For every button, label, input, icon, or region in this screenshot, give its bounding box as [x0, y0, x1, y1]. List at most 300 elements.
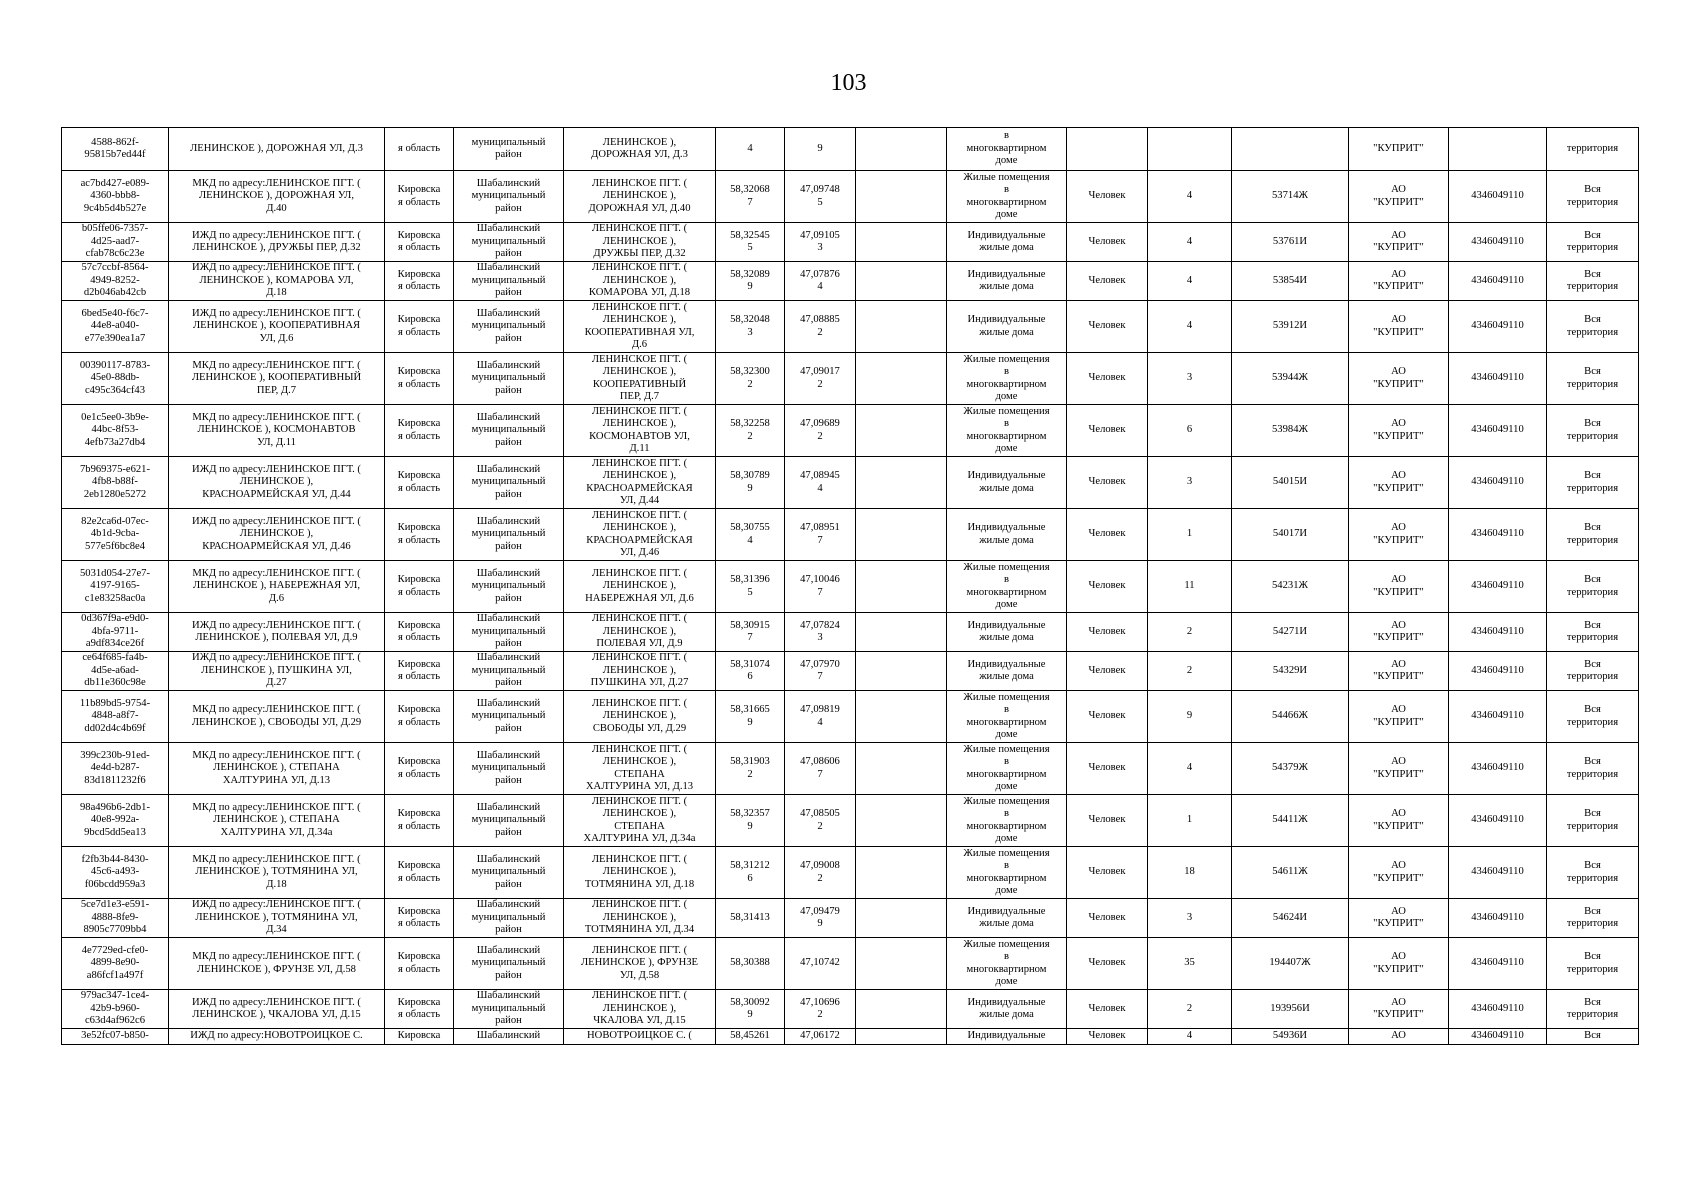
cell-record-id: 7b969375-e621- 4fb8-b88f- 2eb1280e5272 — [62, 457, 169, 509]
cell-region: Кировска я область — [385, 301, 454, 353]
cell-object-address: МКД по адресу:ЛЕНИНСКОЕ ПГТ. ( ЛЕНИНСКОЕ ), ТОТМЯНИНА УЛ, Д.18 — [169, 847, 385, 899]
cell-unit-of-measure: Человек — [1067, 691, 1148, 743]
cell-longitude: 47,08885 2 — [785, 301, 856, 353]
cell-service-zone: Вся — [1547, 1029, 1639, 1045]
cell-latitude: 58,30388 — [716, 938, 785, 990]
cell-unit-of-measure: Человек — [1067, 938, 1148, 990]
cell-object-address: ИЖД по адресу:ЛЕНИНСКОЕ ПГТ. ( ЛЕНИНСКОЕ ), КОМАРОВА УЛ, Д.18 — [169, 262, 385, 301]
cell-longitude: 47,08945 4 — [785, 457, 856, 509]
cell-company-inn: 4346049110 — [1449, 613, 1547, 652]
cell-object-address: ИЖД по адресу:ЛЕНИНСКОЕ ПГТ. ( ЛЕНИНСКОЕ ), ТОТМЯНИНА УЛ, Д.34 — [169, 899, 385, 938]
cell-region: Кировска я область — [385, 938, 454, 990]
cell-unit-of-measure: Человек — [1067, 353, 1148, 405]
cell-extra-field — [856, 128, 947, 171]
cell-operator-company: АО "КУПРИТ" — [1349, 691, 1449, 743]
cell-longitude: 47,09017 2 — [785, 353, 856, 405]
cell-company-inn: 4346049110 — [1449, 509, 1547, 561]
cell-latitude: 58,31396 5 — [716, 561, 785, 613]
cell-locality-address: ЛЕНИНСКОЕ ПГТ. ( ЛЕНИНСКОЕ ), СВОБОДЫ УЛ, Д.29 — [564, 691, 716, 743]
cell-operator-company: АО "КУПРИТ" — [1349, 509, 1449, 561]
cell-account-number: 53854И — [1232, 262, 1349, 301]
cell-latitude: 58,30789 9 — [716, 457, 785, 509]
cell-district: Шабалинский муниципальный район — [454, 457, 564, 509]
table-row — [62, 795, 1639, 847]
cell-object-address: ИЖД по адресу:ЛЕНИНСКОЕ ПГТ. ( ЛЕНИНСКОЕ ), ДРУЖБЫ ПЕР, Д.32 — [169, 223, 385, 262]
cell-district: Шабалинский муниципальный район — [454, 301, 564, 353]
cell-company-inn: 4346049110 — [1449, 457, 1547, 509]
cell-latitude: 58,45261 — [716, 1029, 785, 1045]
cell-extra-field — [856, 691, 947, 743]
cell-region: Кировска я область — [385, 353, 454, 405]
cell-residents-count: 2 — [1148, 652, 1232, 691]
cell-locality-address: НОВОТРОИЦКОЕ С. ( — [564, 1029, 716, 1045]
cell-building-type: Индивидуальные жилые дома — [947, 509, 1067, 561]
cell-locality-address: ЛЕНИНСКОЕ ПГТ. ( ЛЕНИНСКОЕ ), НАБЕРЕЖНАЯ УЛ, Д.6 — [564, 561, 716, 613]
cell-building-type: Жилые помещения в многоквартирном доме — [947, 795, 1067, 847]
cell-record-id: 98a496b6-2db1- 40e8-992a- 9bcd5dd5ea13 — [62, 795, 169, 847]
cell-company-inn: 4346049110 — [1449, 938, 1547, 990]
cell-extra-field — [856, 795, 947, 847]
cell-extra-field — [856, 301, 947, 353]
cell-account-number: 193956И — [1232, 990, 1349, 1029]
cell-object-address: ИЖД по адресу:ЛЕНИНСКОЕ ПГТ. ( ЛЕНИНСКОЕ ), ЧКАЛОВА УЛ, Д.15 — [169, 990, 385, 1029]
cell-record-id: ce64f685-fa4b- 4d5e-a6ad- db11e360c98e — [62, 652, 169, 691]
cell-extra-field — [856, 405, 947, 457]
cell-district: Шабалинский муниципальный район — [454, 613, 564, 652]
cell-account-number: 54411Ж — [1232, 795, 1349, 847]
table-row — [62, 899, 1639, 938]
cell-account-number: 54379Ж — [1232, 743, 1349, 795]
cell-locality-address: ЛЕНИНСКОЕ ПГТ. ( ЛЕНИНСКОЕ ), ДОРОЖНАЯ УЛ, Д.40 — [564, 171, 716, 223]
cell-district: Шабалинский муниципальный район — [454, 509, 564, 561]
cell-district: Шабалинский муниципальный район — [454, 223, 564, 262]
cell-residents-count: 11 — [1148, 561, 1232, 613]
cell-operator-company: "КУПРИТ" — [1349, 128, 1449, 171]
cell-object-address: МКД по адресу:ЛЕНИНСКОЕ ПГТ. ( ЛЕНИНСКОЕ ), СТЕПАНА ХАЛТУРИНА УЛ, Д.13 — [169, 743, 385, 795]
cell-locality-address: ЛЕНИНСКОЕ ПГТ. ( ЛЕНИНСКОЕ ), КООПЕРАТИВНАЯ УЛ, Д.6 — [564, 301, 716, 353]
table-row — [62, 652, 1639, 691]
cell-account-number: 54015И — [1232, 457, 1349, 509]
cell-service-zone: Вся территория — [1547, 847, 1639, 899]
cell-residents-count: 4 — [1148, 171, 1232, 223]
cell-extra-field — [856, 938, 947, 990]
cell-latitude: 58,31903 2 — [716, 743, 785, 795]
cell-account-number: 54231Ж — [1232, 561, 1349, 613]
cell-residents-count: 1 — [1148, 795, 1232, 847]
cell-account-number: 53714Ж — [1232, 171, 1349, 223]
cell-extra-field — [856, 353, 947, 405]
cell-service-zone: Вся территория — [1547, 353, 1639, 405]
cell-region: Кировска я область — [385, 847, 454, 899]
cell-region: Кировска я область — [385, 652, 454, 691]
cell-record-id: 3e52fc07-b850- — [62, 1029, 169, 1045]
cell-longitude: 47,10046 7 — [785, 561, 856, 613]
cell-operator-company: АО "КУПРИТ" — [1349, 171, 1449, 223]
cell-account-number: 54271И — [1232, 613, 1349, 652]
cell-extra-field — [856, 457, 947, 509]
cell-service-zone: Вся территория — [1547, 613, 1639, 652]
cell-object-address: ИЖД по адресу:ЛЕНИНСКОЕ ПГТ. ( ЛЕНИНСКОЕ ), КООПЕРАТИВНАЯ УЛ, Д.6 — [169, 301, 385, 353]
cell-building-type: Индивидуальные жилые дома — [947, 652, 1067, 691]
cell-company-inn: 4346049110 — [1449, 652, 1547, 691]
cell-latitude: 58,31212 6 — [716, 847, 785, 899]
cell-operator-company: АО "КУПРИТ" — [1349, 652, 1449, 691]
cell-company-inn: 4346049110 — [1449, 1029, 1547, 1045]
cell-unit-of-measure: Человек — [1067, 613, 1148, 652]
cell-object-address: МКД по адресу:ЛЕНИНСКОЕ ПГТ. ( ЛЕНИНСКОЕ ), ФРУНЗЕ УЛ, Д.58 — [169, 938, 385, 990]
cell-unit-of-measure — [1067, 128, 1148, 171]
cell-longitude: 47,09479 9 — [785, 899, 856, 938]
cell-company-inn: 4346049110 — [1449, 301, 1547, 353]
cell-district: Шабалинский муниципальный район — [454, 353, 564, 405]
cell-locality-address: ЛЕНИНСКОЕ ПГТ. ( ЛЕНИНСКОЕ ), ПУШКИНА УЛ, Д.27 — [564, 652, 716, 691]
cell-residents-count: 3 — [1148, 457, 1232, 509]
cell-unit-of-measure: Человек — [1067, 405, 1148, 457]
cell-district: Шабалинский муниципальный район — [454, 691, 564, 743]
cell-account-number: 54329И — [1232, 652, 1349, 691]
cell-building-type: Жилые помещения в многоквартирном доме — [947, 847, 1067, 899]
cell-service-zone: территория — [1547, 128, 1639, 171]
cell-longitude: 47,08951 7 — [785, 509, 856, 561]
cell-longitude: 47,08606 7 — [785, 743, 856, 795]
cell-record-id: 5ce7d1e3-e591- 4888-8fe9- 8905c7709bb4 — [62, 899, 169, 938]
cell-record-id: b05ffe06-7357- 4d25-aad7- cfab78c6c23e — [62, 223, 169, 262]
cell-district: Шабалинский муниципальный район — [454, 743, 564, 795]
cell-latitude: 58,32258 2 — [716, 405, 785, 457]
cell-longitude: 47,09105 3 — [785, 223, 856, 262]
cell-account-number: 54936И — [1232, 1029, 1349, 1045]
cell-region: я область — [385, 128, 454, 171]
cell-company-inn: 4346049110 — [1449, 847, 1547, 899]
table-row — [62, 938, 1639, 990]
cell-account-number: 53761И — [1232, 223, 1349, 262]
cell-latitude: 58,32300 2 — [716, 353, 785, 405]
cell-object-address: МКД по адресу:ЛЕНИНСКОЕ ПГТ. ( ЛЕНИНСКОЕ ), СВОБОДЫ УЛ, Д.29 — [169, 691, 385, 743]
cell-residents-count — [1148, 128, 1232, 171]
table-row — [62, 457, 1639, 509]
cell-operator-company: АО "КУПРИТ" — [1349, 405, 1449, 457]
cell-operator-company: АО "КУПРИТ" — [1349, 561, 1449, 613]
cell-object-address: МКД по адресу:ЛЕНИНСКОЕ ПГТ. ( ЛЕНИНСКОЕ ), ДОРОЖНАЯ УЛ, Д.40 — [169, 171, 385, 223]
cell-unit-of-measure: Человек — [1067, 795, 1148, 847]
cell-extra-field — [856, 223, 947, 262]
cell-district: муниципальный район — [454, 128, 564, 171]
cell-district: Шабалинский муниципальный район — [454, 795, 564, 847]
cell-building-type: Жилые помещения в многоквартирном доме — [947, 743, 1067, 795]
cell-longitude: 47,07970 7 — [785, 652, 856, 691]
cell-service-zone: Вся территория — [1547, 171, 1639, 223]
cell-residents-count: 18 — [1148, 847, 1232, 899]
cell-unit-of-measure: Человек — [1067, 457, 1148, 509]
cell-region: Кировска я область — [385, 171, 454, 223]
cell-locality-address: ЛЕНИНСКОЕ ПГТ. ( ЛЕНИНСКОЕ ), ТОТМЯНИНА УЛ, Д.18 — [564, 847, 716, 899]
table-row — [62, 171, 1639, 223]
cell-building-type: Индивидуальные жилые дома — [947, 990, 1067, 1029]
cell-region: Кировска я область — [385, 457, 454, 509]
cell-unit-of-measure: Человек — [1067, 847, 1148, 899]
cell-object-address: ИЖД по адресу:НОВОТРОИЦКОЕ С. — [169, 1029, 385, 1045]
cell-record-id: 0e1c5ee0-3b9e- 44bc-8f53- 4efb73a27db4 — [62, 405, 169, 457]
cell-locality-address: ЛЕНИНСКОЕ ПГТ. ( ЛЕНИНСКОЕ ), КРАСНОАРМЕЙСКАЯ УЛ, Д.46 — [564, 509, 716, 561]
cell-object-address: МКД по адресу:ЛЕНИНСКОЕ ПГТ. ( ЛЕНИНСКОЕ ), КООПЕРАТИВНЫЙ ПЕР, Д.7 — [169, 353, 385, 405]
cell-residents-count: 2 — [1148, 990, 1232, 1029]
cell-locality-address: ЛЕНИНСКОЕ ПГТ. ( ЛЕНИНСКОЕ ), СТЕПАНА ХАЛТУРИНА УЛ, Д.13 — [564, 743, 716, 795]
cell-region: Кировска я область — [385, 613, 454, 652]
cell-building-type: в многоквартирном доме — [947, 128, 1067, 171]
table-row — [62, 128, 1639, 171]
cell-locality-address: ЛЕНИНСКОЕ ), ДОРОЖНАЯ УЛ, Д.3 — [564, 128, 716, 171]
cell-company-inn: 4346049110 — [1449, 795, 1547, 847]
cell-region: Кировска — [385, 1029, 454, 1045]
cell-residents-count: 4 — [1148, 223, 1232, 262]
cell-unit-of-measure: Человек — [1067, 262, 1148, 301]
cell-latitude: 58,32357 9 — [716, 795, 785, 847]
cell-longitude: 9 — [785, 128, 856, 171]
cell-building-type: Индивидуальные жилые дома — [947, 262, 1067, 301]
cell-account-number: 54466Ж — [1232, 691, 1349, 743]
cell-region: Кировска я область — [385, 990, 454, 1029]
cell-company-inn: 4346049110 — [1449, 743, 1547, 795]
cell-building-type: Жилые помещения в многоквартирном доме — [947, 405, 1067, 457]
cell-unit-of-measure: Человек — [1067, 509, 1148, 561]
cell-region: Кировска я область — [385, 561, 454, 613]
cell-building-type: Индивидуальные жилые дома — [947, 301, 1067, 353]
cell-service-zone: Вся территория — [1547, 743, 1639, 795]
table-row — [62, 561, 1639, 613]
cell-unit-of-measure: Человек — [1067, 652, 1148, 691]
cell-object-address: МКД по адресу:ЛЕНИНСКОЕ ПГТ. ( ЛЕНИНСКОЕ ), СТЕПАНА ХАЛТУРИНА УЛ, Д.34а — [169, 795, 385, 847]
cell-operator-company: АО "КУПРИТ" — [1349, 847, 1449, 899]
cell-district: Шабалинский муниципальный район — [454, 652, 564, 691]
cell-residents-count: 3 — [1148, 899, 1232, 938]
table-row — [62, 353, 1639, 405]
cell-account-number: 54624И — [1232, 899, 1349, 938]
cell-unit-of-measure: Человек — [1067, 990, 1148, 1029]
cell-unit-of-measure: Человек — [1067, 899, 1148, 938]
cell-service-zone: Вся территория — [1547, 301, 1639, 353]
cell-record-id: 11b89bd5-9754- 4848-a8f7- dd02d4c4b69f — [62, 691, 169, 743]
table-row — [62, 1029, 1639, 1045]
cell-region: Кировска я область — [385, 509, 454, 561]
cell-record-id: f2fb3b44-8430- 45c6-a493- f06bcdd959a3 — [62, 847, 169, 899]
cell-district: Шабалинский муниципальный район — [454, 990, 564, 1029]
cell-service-zone: Вся территория — [1547, 938, 1639, 990]
cell-extra-field — [856, 899, 947, 938]
cell-company-inn: 4346049110 — [1449, 353, 1547, 405]
cell-extra-field — [856, 990, 947, 1029]
cell-building-type: Жилые помещения в многоквартирном доме — [947, 561, 1067, 613]
cell-residents-count: 4 — [1148, 262, 1232, 301]
cell-record-id: 82e2ca6d-07ec- 4b1d-9cba- 577e5f6bc8e4 — [62, 509, 169, 561]
cell-residents-count: 4 — [1148, 1029, 1232, 1045]
cell-building-type: Жилые помещения в многоквартирном доме — [947, 691, 1067, 743]
cell-company-inn — [1449, 128, 1547, 171]
cell-locality-address: ЛЕНИНСКОЕ ПГТ. ( ЛЕНИНСКОЕ ), КОМАРОВА УЛ, Д.18 — [564, 262, 716, 301]
cell-account-number: 53912И — [1232, 301, 1349, 353]
cell-unit-of-measure: Человек — [1067, 743, 1148, 795]
cell-record-id: 5031d054-27e7- 4197-9165- c1e83258ac0a — [62, 561, 169, 613]
cell-company-inn: 4346049110 — [1449, 171, 1547, 223]
cell-operator-company: АО "КУПРИТ" — [1349, 262, 1449, 301]
cell-locality-address: ЛЕНИНСКОЕ ПГТ. ( ЛЕНИНСКОЕ ), КРАСНОАРМЕЙСКАЯ УЛ, Д.44 — [564, 457, 716, 509]
cell-service-zone: Вся территория — [1547, 262, 1639, 301]
cell-operator-company: АО "КУПРИТ" — [1349, 223, 1449, 262]
cell-unit-of-measure: Человек — [1067, 1029, 1148, 1045]
cell-record-id: 00390117-8783- 45e0-88db- c495c364cf43 — [62, 353, 169, 405]
cell-company-inn: 4346049110 — [1449, 691, 1547, 743]
page-number: 103 — [830, 70, 867, 96]
cell-region: Кировска я область — [385, 223, 454, 262]
cell-residents-count: 1 — [1148, 509, 1232, 561]
cell-company-inn: 4346049110 — [1449, 990, 1547, 1029]
cell-service-zone: Вся территория — [1547, 509, 1639, 561]
table-row — [62, 613, 1639, 652]
cell-object-address: МКД по адресу:ЛЕНИНСКОЕ ПГТ. ( ЛЕНИНСКОЕ ), КОСМОНАВТОВ УЛ, Д.11 — [169, 405, 385, 457]
cell-extra-field — [856, 613, 947, 652]
cell-record-id: 4588-862f- 95815b7ed44f — [62, 128, 169, 171]
cell-locality-address: ЛЕНИНСКОЕ ПГТ. ( ЛЕНИНСКОЕ ), ЧКАЛОВА УЛ, Д.15 — [564, 990, 716, 1029]
cell-building-type: Индивидуальные жилые дома — [947, 899, 1067, 938]
cell-service-zone: Вся территория — [1547, 652, 1639, 691]
cell-account-number: 194407Ж — [1232, 938, 1349, 990]
cell-extra-field — [856, 171, 947, 223]
cell-longitude: 47,09748 5 — [785, 171, 856, 223]
cell-record-id: 4e7729ed-cfe0- 4899-8e90- a86fcf1a497f — [62, 938, 169, 990]
cell-extra-field — [856, 847, 947, 899]
cell-building-type: Жилые помещения в многоквартирном доме — [947, 171, 1067, 223]
cell-residents-count: 3 — [1148, 353, 1232, 405]
cell-record-id: 6bed5e40-f6c7- 44e8-a040- e77e390ea1a7 — [62, 301, 169, 353]
cell-record-id: 0d367f9a-e9d0- 4bfa-9711- a9df834ce26f — [62, 613, 169, 652]
cell-district: Шабалинский муниципальный район — [454, 938, 564, 990]
table-row — [62, 405, 1639, 457]
cell-service-zone: Вся территория — [1547, 223, 1639, 262]
cell-object-address: ИЖД по адресу:ЛЕНИНСКОЕ ПГТ. ( ЛЕНИНСКОЕ ), КРАСНОАРМЕЙСКАЯ УЛ, Д.46 — [169, 509, 385, 561]
cell-object-address: ЛЕНИНСКОЕ ), ДОРОЖНАЯ УЛ, Д.3 — [169, 128, 385, 171]
table-row — [62, 990, 1639, 1029]
cell-latitude: 58,32048 3 — [716, 301, 785, 353]
cell-account-number: 53984Ж — [1232, 405, 1349, 457]
cell-longitude: 47,08505 2 — [785, 795, 856, 847]
cell-account-number: 54611Ж — [1232, 847, 1349, 899]
cell-residents-count: 35 — [1148, 938, 1232, 990]
cell-longitude: 47,09819 4 — [785, 691, 856, 743]
cell-company-inn: 4346049110 — [1449, 223, 1547, 262]
cell-unit-of-measure: Человек — [1067, 223, 1148, 262]
cell-district: Шабалинский муниципальный район — [454, 847, 564, 899]
cell-region: Кировска я область — [385, 691, 454, 743]
table-row — [62, 847, 1639, 899]
cell-record-id: 57c7ccbf-8564- 4949-8252- d2b046ab42cb — [62, 262, 169, 301]
cell-extra-field — [856, 262, 947, 301]
cell-latitude: 58,32068 7 — [716, 171, 785, 223]
cell-operator-company: АО "КУПРИТ" — [1349, 938, 1449, 990]
cell-object-address: ИЖД по адресу:ЛЕНИНСКОЕ ПГТ. ( ЛЕНИНСКОЕ ), ПОЛЕВАЯ УЛ, Д.9 — [169, 613, 385, 652]
cell-account-number: 54017И — [1232, 509, 1349, 561]
cell-operator-company: АО "КУПРИТ" — [1349, 743, 1449, 795]
cell-service-zone: Вся территория — [1547, 691, 1639, 743]
cell-operator-company: АО "КУПРИТ" — [1349, 353, 1449, 405]
table-row — [62, 301, 1639, 353]
cell-unit-of-measure: Человек — [1067, 171, 1148, 223]
cell-company-inn: 4346049110 — [1449, 899, 1547, 938]
cell-region: Кировска я область — [385, 743, 454, 795]
cell-longitude: 47,07824 3 — [785, 613, 856, 652]
cell-longitude: 47,10696 2 — [785, 990, 856, 1029]
table-row — [62, 743, 1639, 795]
cell-locality-address: ЛЕНИНСКОЕ ПГТ. ( ЛЕНИНСКОЕ ), ТОТМЯНИНА УЛ, Д.34 — [564, 899, 716, 938]
cell-longitude: 47,09008 2 — [785, 847, 856, 899]
cell-locality-address: ЛЕНИНСКОЕ ПГТ. ( ЛЕНИНСКОЕ ), ПОЛЕВАЯ УЛ, Д.9 — [564, 613, 716, 652]
cell-district: Шабалинский — [454, 1029, 564, 1045]
cell-locality-address: ЛЕНИНСКОЕ ПГТ. ( ЛЕНИНСКОЕ ), КООПЕРАТИВНЫЙ ПЕР, Д.7 — [564, 353, 716, 405]
cell-company-inn: 4346049110 — [1449, 405, 1547, 457]
cell-extra-field — [856, 509, 947, 561]
cell-extra-field — [856, 743, 947, 795]
cell-object-address: МКД по адресу:ЛЕНИНСКОЕ ПГТ. ( ЛЕНИНСКОЕ ), НАБЕРЕЖНАЯ УЛ, Д.6 — [169, 561, 385, 613]
cell-residents-count: 4 — [1148, 301, 1232, 353]
cell-residents-count: 6 — [1148, 405, 1232, 457]
cell-longitude: 47,07876 4 — [785, 262, 856, 301]
cell-locality-address: ЛЕНИНСКОЕ ПГТ. ( ЛЕНИНСКОЕ ), ФРУНЗЕ УЛ, Д.58 — [564, 938, 716, 990]
cell-extra-field — [856, 652, 947, 691]
cell-longitude: 47,10742 — [785, 938, 856, 990]
cell-latitude: 58,30755 4 — [716, 509, 785, 561]
cell-unit-of-measure: Человек — [1067, 561, 1148, 613]
table-row — [62, 262, 1639, 301]
cell-region: Кировска я область — [385, 262, 454, 301]
cell-residents-count: 4 — [1148, 743, 1232, 795]
cell-service-zone: Вся территория — [1547, 795, 1639, 847]
cell-residents-count: 2 — [1148, 613, 1232, 652]
cell-locality-address: ЛЕНИНСКОЕ ПГТ. ( ЛЕНИНСКОЕ ), КОСМОНАВТОВ УЛ, Д.11 — [564, 405, 716, 457]
cell-longitude: 47,06172 — [785, 1029, 856, 1045]
cell-object-address: ИЖД по адресу:ЛЕНИНСКОЕ ПГТ. ( ЛЕНИНСКОЕ ), КРАСНОАРМЕЙСКАЯ УЛ, Д.44 — [169, 457, 385, 509]
cell-service-zone: Вся территория — [1547, 405, 1639, 457]
cell-record-id: ac7bd427-e089- 4360-bbb8- 9c4b5d4b527e — [62, 171, 169, 223]
cell-company-inn: 4346049110 — [1449, 262, 1547, 301]
cell-record-id: 979ac347-1ce4- 42b9-b960- c63d4af962c6 — [62, 990, 169, 1029]
cell-building-type: Индивидуальные жилые дома — [947, 223, 1067, 262]
cell-operator-company: АО "КУПРИТ" — [1349, 795, 1449, 847]
cell-building-type: Индивидуальные — [947, 1029, 1067, 1045]
cell-region: Кировска я область — [385, 899, 454, 938]
cell-residents-count: 9 — [1148, 691, 1232, 743]
cell-building-type: Индивидуальные жилые дома — [947, 613, 1067, 652]
cell-operator-company: АО — [1349, 1029, 1449, 1045]
cell-service-zone: Вся территория — [1547, 561, 1639, 613]
cell-latitude: 58,31074 6 — [716, 652, 785, 691]
table-row — [62, 223, 1639, 262]
cell-region: Кировска я область — [385, 795, 454, 847]
register-table — [61, 127, 1639, 1045]
cell-object-address: ИЖД по адресу:ЛЕНИНСКОЕ ПГТ. ( ЛЕНИНСКОЕ ), ПУШКИНА УЛ, Д.27 — [169, 652, 385, 691]
cell-district: Шабалинский муниципальный район — [454, 561, 564, 613]
cell-unit-of-measure: Человек — [1067, 301, 1148, 353]
cell-company-inn: 4346049110 — [1449, 561, 1547, 613]
cell-district: Шабалинский муниципальный район — [454, 899, 564, 938]
table-row — [62, 691, 1639, 743]
cell-operator-company: АО "КУПРИТ" — [1349, 899, 1449, 938]
cell-longitude: 47,09689 2 — [785, 405, 856, 457]
cell-latitude: 4 — [716, 128, 785, 171]
cell-latitude: 58,32089 9 — [716, 262, 785, 301]
cell-extra-field — [856, 561, 947, 613]
cell-account-number: 53944Ж — [1232, 353, 1349, 405]
cell-operator-company: АО "КУПРИТ" — [1349, 457, 1449, 509]
table-row — [62, 509, 1639, 561]
cell-district: Шабалинский муниципальный район — [454, 405, 564, 457]
